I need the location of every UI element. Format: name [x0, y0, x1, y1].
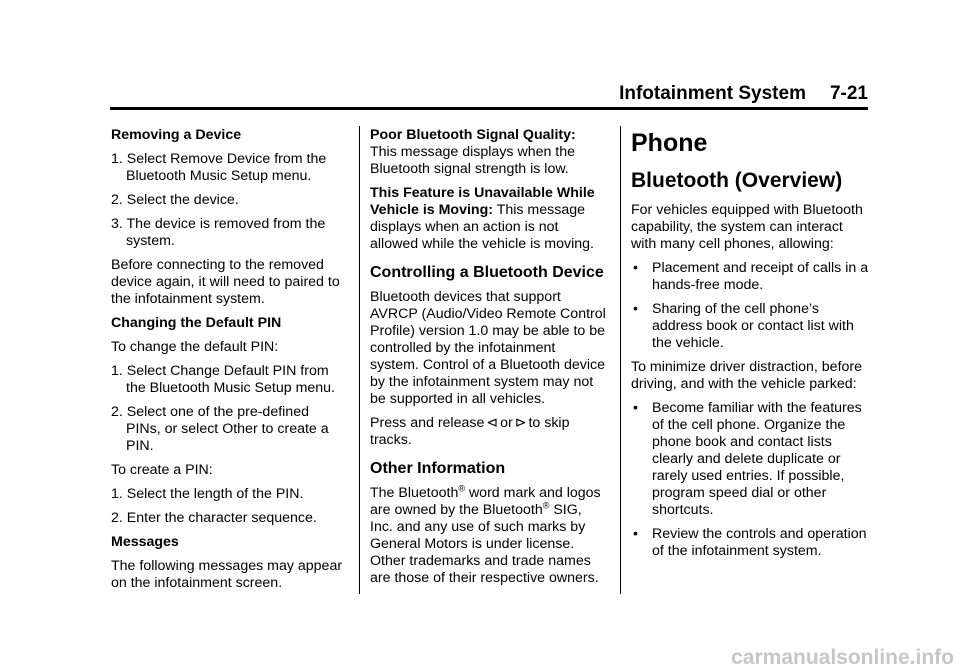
removing-device-heading: Removing a Device	[111, 127, 242, 143]
column-divider-1	[359, 126, 360, 594]
unavailable-message	[370, 185, 606, 253]
poor-signal-label: Poor Bluetooth Signal Quality:	[370, 127, 576, 143]
messages-heading: Messages	[111, 534, 179, 550]
pin-step-1: 1. Select Change Default PIN from the Bluetooth Music Setup menu.	[111, 363, 335, 396]
other-information-heading: Other Information	[370, 460, 506, 477]
column-divider-2	[620, 126, 621, 594]
reconnect-note: Before connecting to the removed device again, it will need to paired to the infotainment system.	[111, 257, 340, 307]
watermark: carmanualsonline.info	[731, 646, 954, 669]
page-header	[110, 82, 868, 106]
page-number: 7-21	[829, 83, 868, 104]
bullet: •	[633, 400, 638, 416]
bluetooth-intro: For vehicles equipped with Bluetooth capability, the system can interact with many cell phones, allowing:	[631, 202, 863, 252]
bullet: •	[633, 526, 638, 542]
bullet: •	[633, 301, 638, 317]
list-item: • Become familiar with the features of the cell phone. Organize the phone book and contact lists clearly and delete duplicate or rarely used entries. If possible, program speed dial or other shortcuts.	[633, 400, 862, 518]
create-step-1: 1. Select the length of the PIN.	[111, 486, 304, 502]
list-item: • Placement and receipt of calls in a hands-free mode.	[633, 260, 869, 293]
pin-step-2: 2. Select one of the pre-defined PINs, or select Other to create a PIN.	[111, 404, 329, 454]
controlling-heading: Controlling a Bluetooth Device	[370, 264, 604, 281]
poor-signal-message	[370, 127, 606, 178]
column-3	[631, 127, 869, 567]
skip-tracks-text: Press and release ⊲ or ⊳ to skip tracks.	[370, 415, 570, 448]
list-item: • Sharing of the cell phone’s address book or contact list with the vehicle.	[633, 301, 854, 351]
pin-intro: To change the default PIN:	[111, 339, 279, 355]
header-rule	[110, 107, 868, 110]
unavailable-label: This Feature is Unavailable While Vehicle is Moving:	[370, 185, 595, 218]
column-1	[111, 127, 347, 599]
messages-text: The following messages may appear on the infotainment screen.	[111, 558, 343, 591]
seek-back-icon: ⊲	[486, 415, 499, 431]
phone-heading: Phone	[631, 129, 708, 157]
bluetooth-overview-heading: Bluetooth (Overview)	[631, 169, 843, 192]
bullet: •	[633, 260, 638, 276]
seek-forward-icon: ⊳	[514, 415, 527, 431]
create-pin-intro: To create a PIN:	[111, 462, 213, 478]
unavailable-text: This message displays when an action is not allowed while the vehicle is moving.	[370, 202, 594, 252]
section-title: Infotainment System	[619, 83, 806, 104]
registered-mark: ®	[458, 483, 465, 494]
controlling-text: Bluetooth devices that support AVRCP (Audio/Video Remote Control Profile) version 1.0 may be able to be controlled by the infotainment system. Control of a Bluetooth device by the infotainment system may not be supported in all vehicles.	[370, 289, 606, 407]
removing-step-2: 2. Select the device.	[111, 192, 239, 208]
removing-step-3: 3. The device is removed from the system.	[111, 216, 326, 249]
registered-mark: ®	[542, 500, 550, 511]
list-item: • Review the controls and operation of the infotainment system.	[633, 526, 867, 559]
removing-step-1: 1. Select Remove Device from the Bluetooth Music Setup menu.	[111, 151, 327, 184]
column-2	[370, 127, 606, 594]
default-pin-heading: Changing the Default PIN	[111, 315, 282, 331]
poor-signal-text: This message displays when the Bluetooth signal strength is low.	[370, 144, 576, 177]
minimize-distraction-text: To minimize driver distraction, before driving, and with the vehicle parked:	[631, 359, 863, 392]
create-step-2: 2. Enter the character sequence.	[111, 510, 317, 526]
trademark-text: The Bluetooth® word mark and logos are owned by the Bluetooth® SIG, Inc. and any use of such marks by General Motors is under license. Other trademarks and trade names are those of their respective owners.	[370, 483, 601, 586]
